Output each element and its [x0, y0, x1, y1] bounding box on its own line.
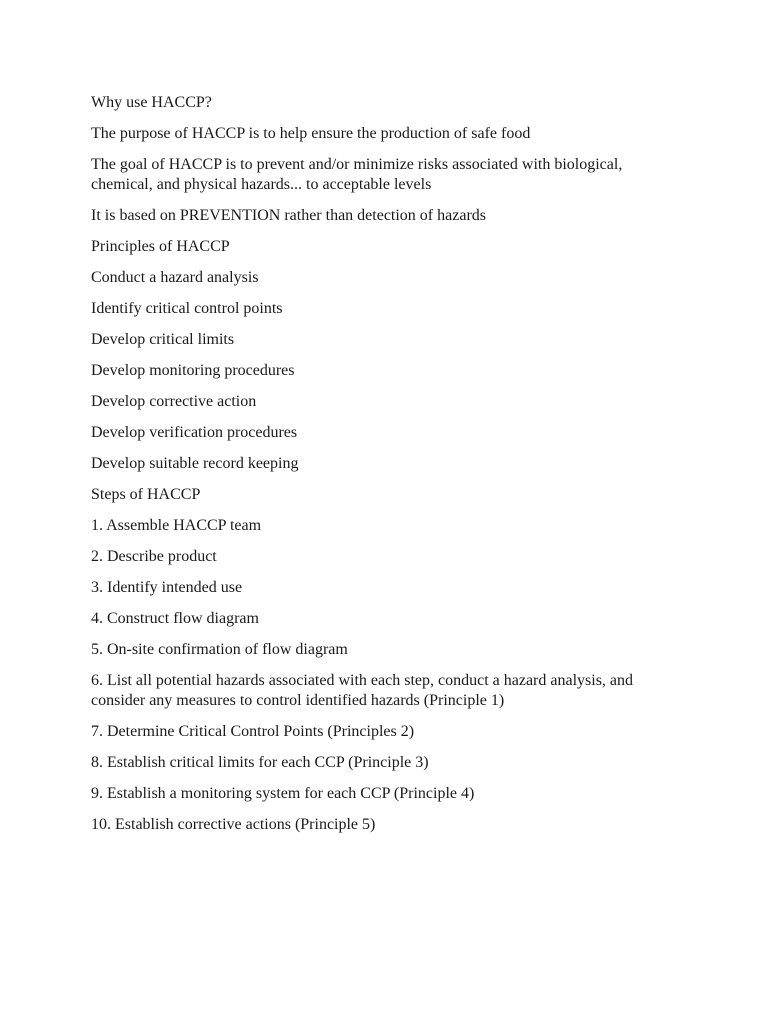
heading-principles: Principles of HACCP	[91, 238, 230, 255]
step-item: 3. Identify intended use	[91, 579, 243, 596]
step-item: 7. Determine Critical Control Points (Principles 2)	[91, 723, 415, 740]
heading-steps: Steps of HACCP	[91, 486, 201, 503]
step-item: 9. Establish a monitoring system for each CCP (Principle 4)	[91, 785, 475, 802]
principle-item: Develop corrective action	[91, 393, 257, 410]
step-item: 4. Construct flow diagram	[91, 610, 259, 627]
document-body	[91, 93, 681, 846]
step-item: 8. Establish critical limits for each CCP (Principle 3)	[91, 754, 429, 771]
principle-item: Conduct a hazard analysis	[91, 269, 259, 286]
principle-item: Develop verification procedures	[91, 424, 298, 441]
step-item: 1. Assemble HACCP team	[91, 517, 262, 534]
step-item: 2. Describe product	[91, 548, 217, 565]
paragraph-purpose: The purpose of HACCP is to help ensure the production of safe food	[91, 125, 531, 142]
paragraph-goal: The goal of HACCP is to prevent and/or minimize risks associated with biological, chemical, and physical hazards... to acceptable levels	[91, 156, 623, 193]
principle-item: Identify critical control points	[91, 300, 283, 317]
principle-item: Develop monitoring procedures	[91, 362, 295, 379]
principle-item: Develop critical limits	[91, 331, 235, 348]
heading-why-use-haccp: Why use HACCP?	[91, 94, 212, 111]
step-item: 6. List all potential hazards associated with each step, conduct a hazard analysis, and consider any measures to control identified hazards (Principle 1)	[91, 672, 634, 709]
step-item: 10. Establish corrective actions (Principle 5)	[91, 816, 376, 833]
step-item: 5. On-site confirmation of flow diagram	[91, 641, 348, 658]
paragraph-prevention: It is based on PREVENTION rather than detection of hazards	[91, 207, 486, 224]
principle-item: Develop suitable record keeping	[91, 455, 299, 472]
